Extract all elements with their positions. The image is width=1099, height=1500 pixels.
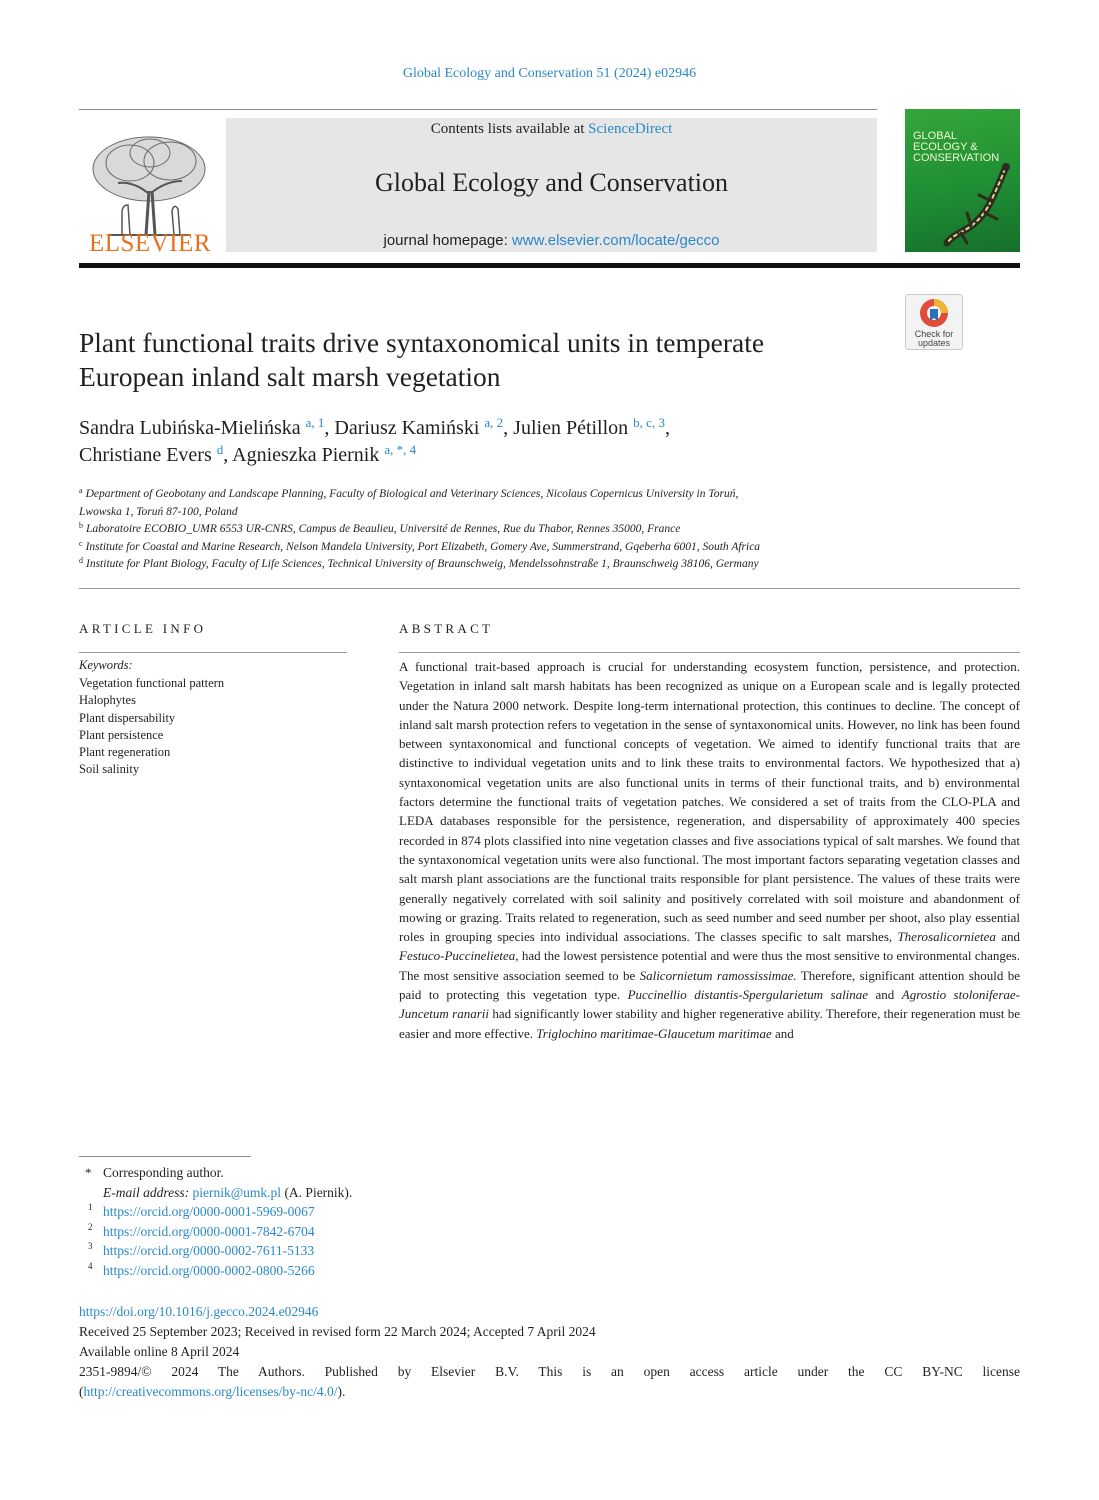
email-link[interactable]: piernik@umk.pl [192,1184,282,1200]
article-title-line: European inland salt marsh vegetation [79,361,501,392]
article-metadata [79,1302,1020,1402]
orcid-link[interactable]: https://orcid.org/0000-0002-0800-5266 [103,1262,315,1278]
contents-prefix: Contents lists available at [430,121,589,137]
author-affiliation-marks[interactable]: a, *, 4 [384,442,417,457]
article-info-heading: ARTICLE INFO [79,621,207,636]
email-label: E-mail address: [103,1184,193,1200]
orcid-link[interactable]: https://orcid.org/0000-0001-7842-6704 [103,1223,315,1239]
affiliation-item [79,486,1019,504]
footnote-orcid [79,1261,352,1281]
affiliation-text: Department of Geobotany and Landscape Planning, Faculty of Biological and Veterinary Sciences, Nicolaus Copernicus University in Toruń, [85,488,739,500]
affiliation-text: Institute for Coastal and Marine Research, Nelson Mandela University, Port Elizabeth, Gomery Ave, Summerstrand, Gqeberha 6001, South Africa [85,540,761,553]
abstract-text-run: and [771,1025,794,1041]
abstract-paragraph [399,657,1020,1043]
author-affiliation-marks[interactable]: a, 1 [305,415,325,430]
keywords-list [79,675,224,779]
author-list [79,415,999,469]
abstract-text-run: had the lowest persistence potential and were thus the most sensitive to environmental changes. The most sensitive association seemed to be [399,948,1020,983]
crossmark-icon [906,295,962,331]
abstract-taxon-name: Agrostio stoloniferae-Juncetum ranarii [399,987,1020,1022]
abstract-text-run: Therefore, significant attention should be paid to protecting this vegetation type. [399,967,1020,1003]
author-name[interactable]: Sandra Lubińska-Mielińska [79,417,301,439]
abstract-text-run: and [995,929,1020,945]
author-separator: , [503,417,514,439]
journal-title: Global Ecology and Conservation [374,168,729,197]
affiliation-item [79,556,1019,574]
affiliation-text: Laboratoire ECOBIO_UMR 6553 UR-CNRS, Campus de Beaulieu, Université de Rennes, Rue du Thabor, Rennes 35000, France [86,523,681,535]
contents-line [226,121,877,138]
abstract-heading: ABSTRACT [399,621,494,636]
keyword-item: Vegetation functional pattern [79,676,225,690]
received-dates: Received 25 September 2023; Received in revised form 22 March 2024; Accepted 7 April 2024 [79,1324,596,1339]
affiliation-label: b [79,521,83,530]
footnote-text: Corresponding author. [103,1165,224,1180]
affiliation-label: c [79,538,83,548]
journal-cover-image [905,109,1020,252]
crossmark-label-line1: Check for [914,329,954,339]
footnotes [79,1163,352,1280]
abstract-body [399,657,1020,1043]
cover-title-line: ECOLOGY & [913,141,978,153]
author-name[interactable]: Dariusz Kamiński [334,417,480,439]
author-name[interactable]: Agnieszka Piernik [232,444,380,466]
abstract-text-run: had significantly lower stability and higher regenerative ability. Therefore, their regeneration must be easier and more effective. [399,1006,1021,1041]
affiliation-label: a [79,486,83,495]
running-head[interactable]: Global Ecology and Conservation 51 (2024) e02946 [402,66,697,81]
footnote-orcid [79,1222,352,1242]
sciencedirect-link[interactable]: ScienceDirect [588,121,673,137]
abstract-text-run: and [868,987,902,1003]
footnote-orcid [79,1202,352,1222]
article-title-line: Plant functional traits drive syntaxonomical units in temperate [79,327,765,358]
journal-homepage-link[interactable]: www.elsevier.com/locate/gecco [511,232,720,249]
journal-homepage-line [226,232,877,249]
crossmark-label-line2: updates [917,338,951,348]
abstract-taxon-name: Triglochino maritimae-Glaucetum maritimae [536,1025,772,1041]
license-link[interactable]: http://creativecommons.org/licenses/by-nc/4.0/ [83,1384,338,1399]
author-affiliation-marks[interactable]: b, c, 3 [633,415,665,430]
orcid-link[interactable]: https://orcid.org/0000-0002-7611-5133 [103,1243,315,1258]
orcid-link[interactable]: https://orcid.org/0000-0001-5969-0067 [103,1204,315,1219]
author-separator: , [664,417,670,439]
footnote-orcid [79,1241,352,1261]
doi-link[interactable]: https://doi.org/10.1016/j.gecco.2024.e02946 [79,1304,319,1319]
keyword-item: Plant regeneration [79,745,171,760]
abstract-taxon-name: Puccinellio distantis-Spergularietum salinae [627,987,869,1003]
available-online-date: Available online 8 April 2024 [79,1344,240,1359]
footnote-mark: 1 [88,1202,93,1212]
author-name[interactable]: Julien Pétillon [513,417,629,439]
affiliation-item-continued: Lwowska 1, Toruń 87-100, Poland [79,505,238,518]
footnote-mark: * [85,1165,92,1180]
keyword-item: Soil salinity [79,762,140,777]
footnote-divider [79,1156,251,1157]
footnote-mark: 3 [88,1241,93,1251]
abstract-taxon-name: Therosalicornietea [897,929,996,945]
footnote-email [79,1183,352,1203]
affiliation-item [79,539,1019,557]
license-paren: ). [337,1384,346,1399]
footnote-corresponding [79,1163,352,1183]
affiliation-divider [79,588,1020,589]
abstract-taxon-name: Festuco-Puccinelietea, [399,948,519,964]
abstract-taxon-name: Salicornietum ramossissimae. [639,967,797,983]
homepage-prefix: journal homepage: [383,232,512,249]
cover-title-line: GLOBAL [913,130,958,142]
keyword-item: Plant persistence [79,727,164,742]
author-separator: , [223,444,233,466]
affiliation-item [79,521,1019,539]
footnote-mark: 4 [88,1260,93,1271]
author-name[interactable]: Christiane Evers [79,444,212,466]
keyword-item: Plant dispersability [79,710,176,725]
article-info-divider [79,652,347,653]
license-statement: 2351-9894/© 2024 The Authors. Published by Elsevier B.V. This is an open access article under the CC BY-NC license [79,1364,1020,1379]
affiliation-text: Institute for Plant Biology, Faculty of Life Sciences, Technical University of Braunschweig, Mendelssohnstraße 1, Braunschweig 38106, Germany [86,558,759,570]
author-affiliation-marks[interactable]: a, 2 [484,415,504,430]
license-paren: ( [79,1384,84,1399]
abstract-text-run: A functional trait-based approach is crucial for understanding ecosystem function, persistence, and protection. Vegetation in inland salt marsh habitats has been recognized as unique on a European scale and is legally protected under the Natura 2000 network. Despite long-term international protection, this continues to decline. The concept of inland salt marsh protection refers to vegetation in the sense of syntaxonomical units. However, no link has been found between syntaxonomical and functional concepts of vegetation. We aimed to identify functional traits that are distinctive to individual vegetation units and to link these traits to environmental factors. We hypothesized that a) syntaxonomical vegetation units are also functional units in terms of their functional traits, and b) environmental factors determine the functional traits of vegetation patches. We considered a set of traits from the CLO-PLA and LEDA databases responsible for the persistence, regeneration, and dispersability of approximately 400 species recorded in 874 plots classified into nine vegetation classes and five associations typical of salt marshes. We found that the syntaxonomical vegetation units were also functional. The most important factors separating vegetation classes and salt marsh plant associations are the functional traits responsible for plant persistence. The values of these traits were generally negatively correlated with soil salinity and positively correlated with soil moisture and abandonment of mowing or grazing. Traits related to regeneration, such as seed number and seed number per shoot, also play essential roles in grouping species into individual associations. The classes specific to salt marshes, [399,659,1020,945]
header-divider [79,109,877,110]
keywords-label: Keywords: [79,658,133,672]
article-title [79,326,879,394]
footnote-mark: 2 [88,1221,93,1232]
abstract-divider [399,652,1020,653]
affiliations [79,486,1019,574]
author-affiliation-marks[interactable]: d [216,442,224,457]
email-suffix: (A. Piernik). [281,1184,353,1200]
elsevier-wordmark: ELSEVIER [88,230,212,257]
masthead-bottom-rule [79,263,1020,268]
check-for-updates-badge[interactable] [905,294,963,350]
affiliation-label: d [79,556,83,565]
author-separator: , [324,417,335,439]
cover-title-line: CONSERVATION [913,152,1000,164]
keyword-item: Halophytes [79,693,136,708]
